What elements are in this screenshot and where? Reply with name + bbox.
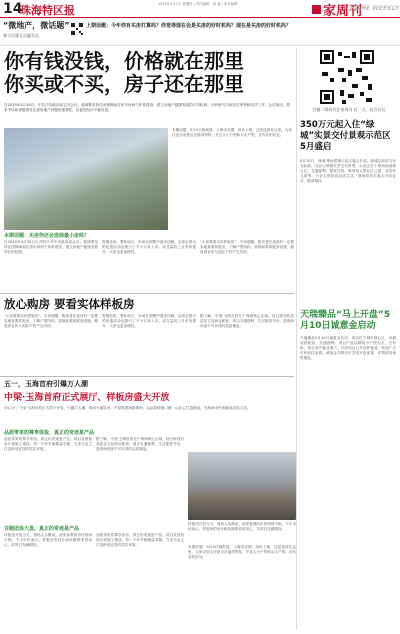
- article-text: “买房要看实体样板房”，专家提醒，购房者在选房时一定要实地查看样板房，了解户型结构、装修标准和配套设施，避免因宣传与实际不符产生纠纷。: [200, 240, 294, 254]
- section-c-subtitle-2: 百跑团体大盘，真正的奇迹是产品: [4, 526, 80, 532]
- section-c-subtitle: 品质带来的尊享体验，真正的奇迹是产品: [4, 430, 95, 436]
- section-c-kicker: 五一，玉海首府引爆万人潮: [4, 380, 88, 388]
- article-text: 样板房开放当天，现场人头攒动，前来参观的市民络绎不绝。不少市民表示，样板房的设计和装修都非常用心，对项目充满期待。: [4, 533, 92, 547]
- article-text: 售楼处称，整体而言，市场在调整中逐步回暖，各房企推出的优惠活动也吸引了不少买家入市。成交量较上月有所提升，买家也更加理性。: [102, 240, 196, 254]
- section-b-headline: 放心购房 要看实体样板房: [4, 297, 135, 311]
- strip-news: 上期话题：今年你有买房打算吗？你觉得现在会是买房的好时机吗？现在是买房的好时机吗？: [86, 23, 292, 29]
- article-text: 在2015年4月30日召开的中共中央政治局会议，强调要坚持住房保障和住房市场两个体系建设，建立房地产健康发展的长效机制。: [4, 240, 98, 254]
- building-photo: [4, 128, 168, 230]
- sub-article-title: 本期话题：买房你还会选择最小房吗？: [4, 233, 90, 239]
- section-c-headline: 中梁·玉海首府正式展厅、样板房盛大开放: [4, 393, 170, 403]
- article-text: 据了解，中梁·玉海首府位于珠海核心区域，项目规划有高层住宅及商业配套，周边交通便利，生活配套齐全，是珠海西部不可多得的品质楼盘。: [96, 437, 184, 451]
- article-text: 品质带来的尊享体验，真正的奇迹是产品。项目从规划设计到施工建设，每一个环节都精益求精，力求为业主打造舒适宜居的居住环境。: [4, 437, 92, 451]
- article-text: 据了解，中梁·玉海首府位于珠海核心区域，项目规划有高层住宅及商业配套，周边交通便利，生活配套齐全，是珠海西部不可多得的品质楼盘。: [200, 314, 294, 328]
- qr-icon: [70, 22, 84, 36]
- right-section1-title: 350万元起入住“绿城”实景交付景观示范区5月盛启: [300, 120, 391, 152]
- divider: [0, 293, 294, 294]
- article-text: 本期话题：5月4日晚报道，上海市近期，房价上涨，还是选择在这里，大家讨论买房是否还值得等待，并且买小户型和买大户型，各有各的好处。: [172, 128, 292, 137]
- qr-code-icon[interactable]: [318, 48, 376, 106]
- house-icon: [312, 5, 321, 14]
- column-divider: [296, 48, 297, 630]
- main-lede: 在2015年4月30日，中共中央政治局召开会议，强调要坚持住房保障和住房市场两个体系建设、建立房地产健康发展的长效机制。分析研究当前经济形势和经济工作，会议指出，要求中央和省级领导注意房地产问题的重要性，以促进经济平稳发展。: [4, 103, 290, 112]
- paper-name: 珠海特区报: [20, 4, 75, 17]
- article-text: 本期话题：5月4日晚报道，上海市近期，房价上涨，还是选择在这里，大家讨论买房是否还值得等待，并且买小户型和买大户型，各有各的好处。: [188, 545, 296, 559]
- article-text: 售楼处称，整体而言，市场在调整中逐步回暖，各房企推出的优惠活动也吸引了不少买家入市。成交量较上月有所提升，买家也更加理性。: [102, 314, 196, 328]
- strip-title: “微地产，微话题”: [3, 21, 70, 30]
- section-c-lede: 5月1日，中梁·玉海首府正式展厅开放，引爆万人潮，现场火爆异常。中梁集团深耕珠海，以品质铸就口碑，以匠心打造精品，为珠海市民奉献高品质人居。: [4, 406, 251, 410]
- article-text: “买房要看实体样板房”，专家提醒，购房者在选房时一定要实地查看样板房，了解户型结构、装修标准和配套设施，避免因宣传与实际不符产生纠纷。: [4, 314, 98, 328]
- article-text: 品质带来的尊享体验，真正的奇迹是产品。项目从规划设计到施工建设，每一个环节都精益求精，力求为业主打造舒适宜居的居住环境。: [96, 533, 184, 547]
- column-logo: 家周刊: [312, 0, 362, 19]
- main-headline: 你有钱没钱，价格就在那里 你买或不买，房子还在那里: [4, 49, 244, 96]
- column-english: HOME WEEKLY: [350, 5, 399, 12]
- divider: [0, 376, 294, 377]
- right-section1-body: 5月10日，绿城·珠海景观示范区盛大开放。绿城以品质交付为标准，以匠心铸就实景交付景观。示范区位于珠海西部核心区，交通便利，配套完善，规划有大型社区公园、双语幼儿园等，为业主提供高品质生活。现场将举办盛大开放仪式，敬请期待。: [300, 159, 396, 183]
- right-section2-body: 天瑞臻品5月10日诚意金启动，项目位于城市核心区，坐拥成熟配套，交通便利。项目产品以精装小户型为主，总价低，适合首次置业客户。目前项目已开放样板间，欢迎广大市民前往参观。诚意金交纳后可享受开盘优惠，详情请咨询售楼处。: [300, 336, 396, 360]
- qr-caption: 扫描二维码关注家周刊 轻一点，轻点后后: [312, 107, 386, 112]
- article-text: 样板房开放当天，现场人头攒动，前来参观的市民络绎不绝。不少市民表示，样板房的设计和装修都非常用心，对项目充满期待。: [188, 522, 296, 531]
- strip-subtitle: 参与话题互动赢奖品: [3, 33, 39, 38]
- showroom-photo: [188, 452, 296, 520]
- right-section2-title: 天瑞臻品“马上开盘”5月10日诚意金启动: [300, 310, 391, 331]
- divider: [0, 45, 400, 46]
- header-meta: 2015年5月7日 星期四 | 责任编辑：黄 欢 | 美术编辑：: [158, 2, 241, 6]
- page-number: 14: [3, 1, 23, 17]
